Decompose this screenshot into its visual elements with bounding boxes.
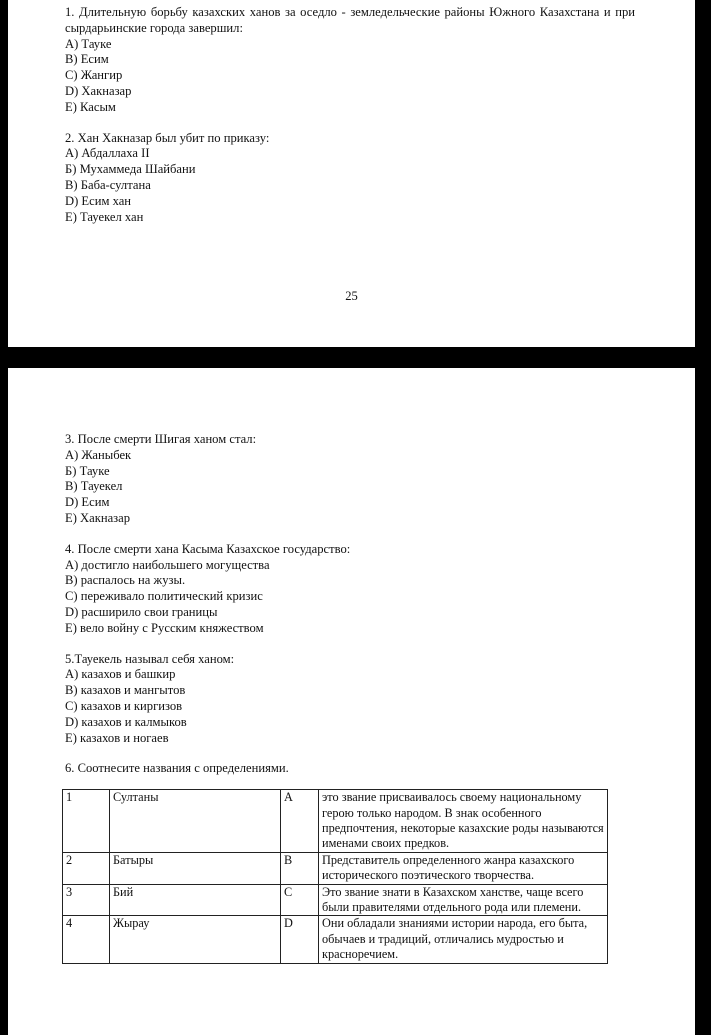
question-text: 6. Соотнесите названия с определениями.: [65, 761, 289, 776]
answer-option: В) казахов и мангытов: [65, 683, 186, 698]
table-row: [63, 852, 608, 884]
answer-option: А) Тауке: [65, 36, 112, 51]
answer-option: D) Есим хан: [65, 193, 132, 208]
answer-option: С) переживало политический кризис: [65, 589, 263, 604]
term-cell: Султаны: [110, 790, 281, 853]
page-number: 25: [345, 289, 358, 303]
answer-option: А) Жаныбек: [65, 447, 132, 462]
question-5: [65, 652, 695, 747]
answer-option: Е) Хакназар: [65, 510, 131, 525]
answer-option: В) Тауекел: [65, 479, 123, 494]
answer-option: Е) казахов и ногаев: [65, 730, 169, 745]
definition-cell: это звание присваивалось своему национальному герою только народом. В знак особенного предпочтения, некоторые казахские роды называются именами своих предков.: [319, 790, 608, 853]
table-row: [63, 884, 608, 916]
answer-option: Б) Мухаммеда Шайбани: [65, 162, 196, 177]
table-row: [63, 916, 608, 963]
letter-cell: С: [281, 884, 319, 916]
row-number: 2: [63, 852, 110, 884]
answer-option: В) Баба-султана: [65, 177, 151, 192]
answer-option: Е) Касым: [65, 99, 116, 114]
answer-option: С) казахов и киргизов: [65, 698, 183, 713]
question-text: 5.Тауекель называл себя ханом:: [65, 651, 235, 666]
letter-cell: А: [281, 790, 319, 853]
document-page-1: [8, 0, 695, 347]
answer-option: С) Жангир: [65, 68, 123, 83]
letter-cell: В: [281, 852, 319, 884]
answer-option: В) Есим: [65, 52, 109, 67]
question-1: [65, 5, 695, 116]
answer-option: D) Есим: [65, 495, 110, 510]
table-row: [63, 790, 608, 853]
answer-option: Е) вело войну с Русским княжеством: [65, 620, 264, 635]
question-4: [65, 542, 695, 637]
answer-option: D) Хакназар: [65, 83, 132, 98]
question-text: 1. Длительную борьбу казахских ханов за оседло - земледельческие районы Южного Казахстана и при сырдарьинские города завершил:: [65, 5, 635, 35]
term-cell: Батыры: [110, 852, 281, 884]
answer-option: В) распалось на жузы.: [65, 573, 186, 588]
question-2: [65, 131, 695, 226]
matching-table: [62, 789, 608, 963]
term-cell: Жырау: [110, 916, 281, 963]
answer-option: D) казахов и калмыков: [65, 714, 187, 729]
question-text: 2. Хан Хакназар был убит по приказу:: [65, 130, 270, 145]
definition-cell: Они обладали знаниями истории народа, его быта, обычаев и традиций, отличались мудростью и красноречием.: [319, 916, 608, 963]
row-number: 1: [63, 790, 110, 853]
question-6: [65, 761, 695, 963]
answer-option: А) казахов и башкир: [65, 667, 176, 682]
question-text: 4. После смерти хана Касыма Казахское государство:: [65, 541, 351, 556]
definition-cell: Это звание знати в Казахском ханстве, чаще всего были правителями отдельного рода или племени.: [319, 884, 608, 916]
answer-option: D) расширило свои границы: [65, 604, 218, 619]
question-3: [65, 432, 695, 527]
answer-option: А) достигло наибольшего могущества: [65, 557, 270, 572]
answer-option: А) Абдаллаха II: [65, 146, 150, 161]
document-page-2: [8, 368, 695, 1035]
answer-option: Е) Тауекел хан: [65, 209, 144, 224]
letter-cell: D: [281, 916, 319, 963]
answer-option: Б) Тауке: [65, 463, 110, 478]
definition-cell: Представитель определенного жанра казахского исторического поэтического творчества.: [319, 852, 608, 884]
row-number: 4: [63, 916, 110, 963]
row-number: 3: [63, 884, 110, 916]
question-text: 3. После смерти Шигая ханом стал:: [65, 432, 257, 446]
term-cell: Бий: [110, 884, 281, 916]
